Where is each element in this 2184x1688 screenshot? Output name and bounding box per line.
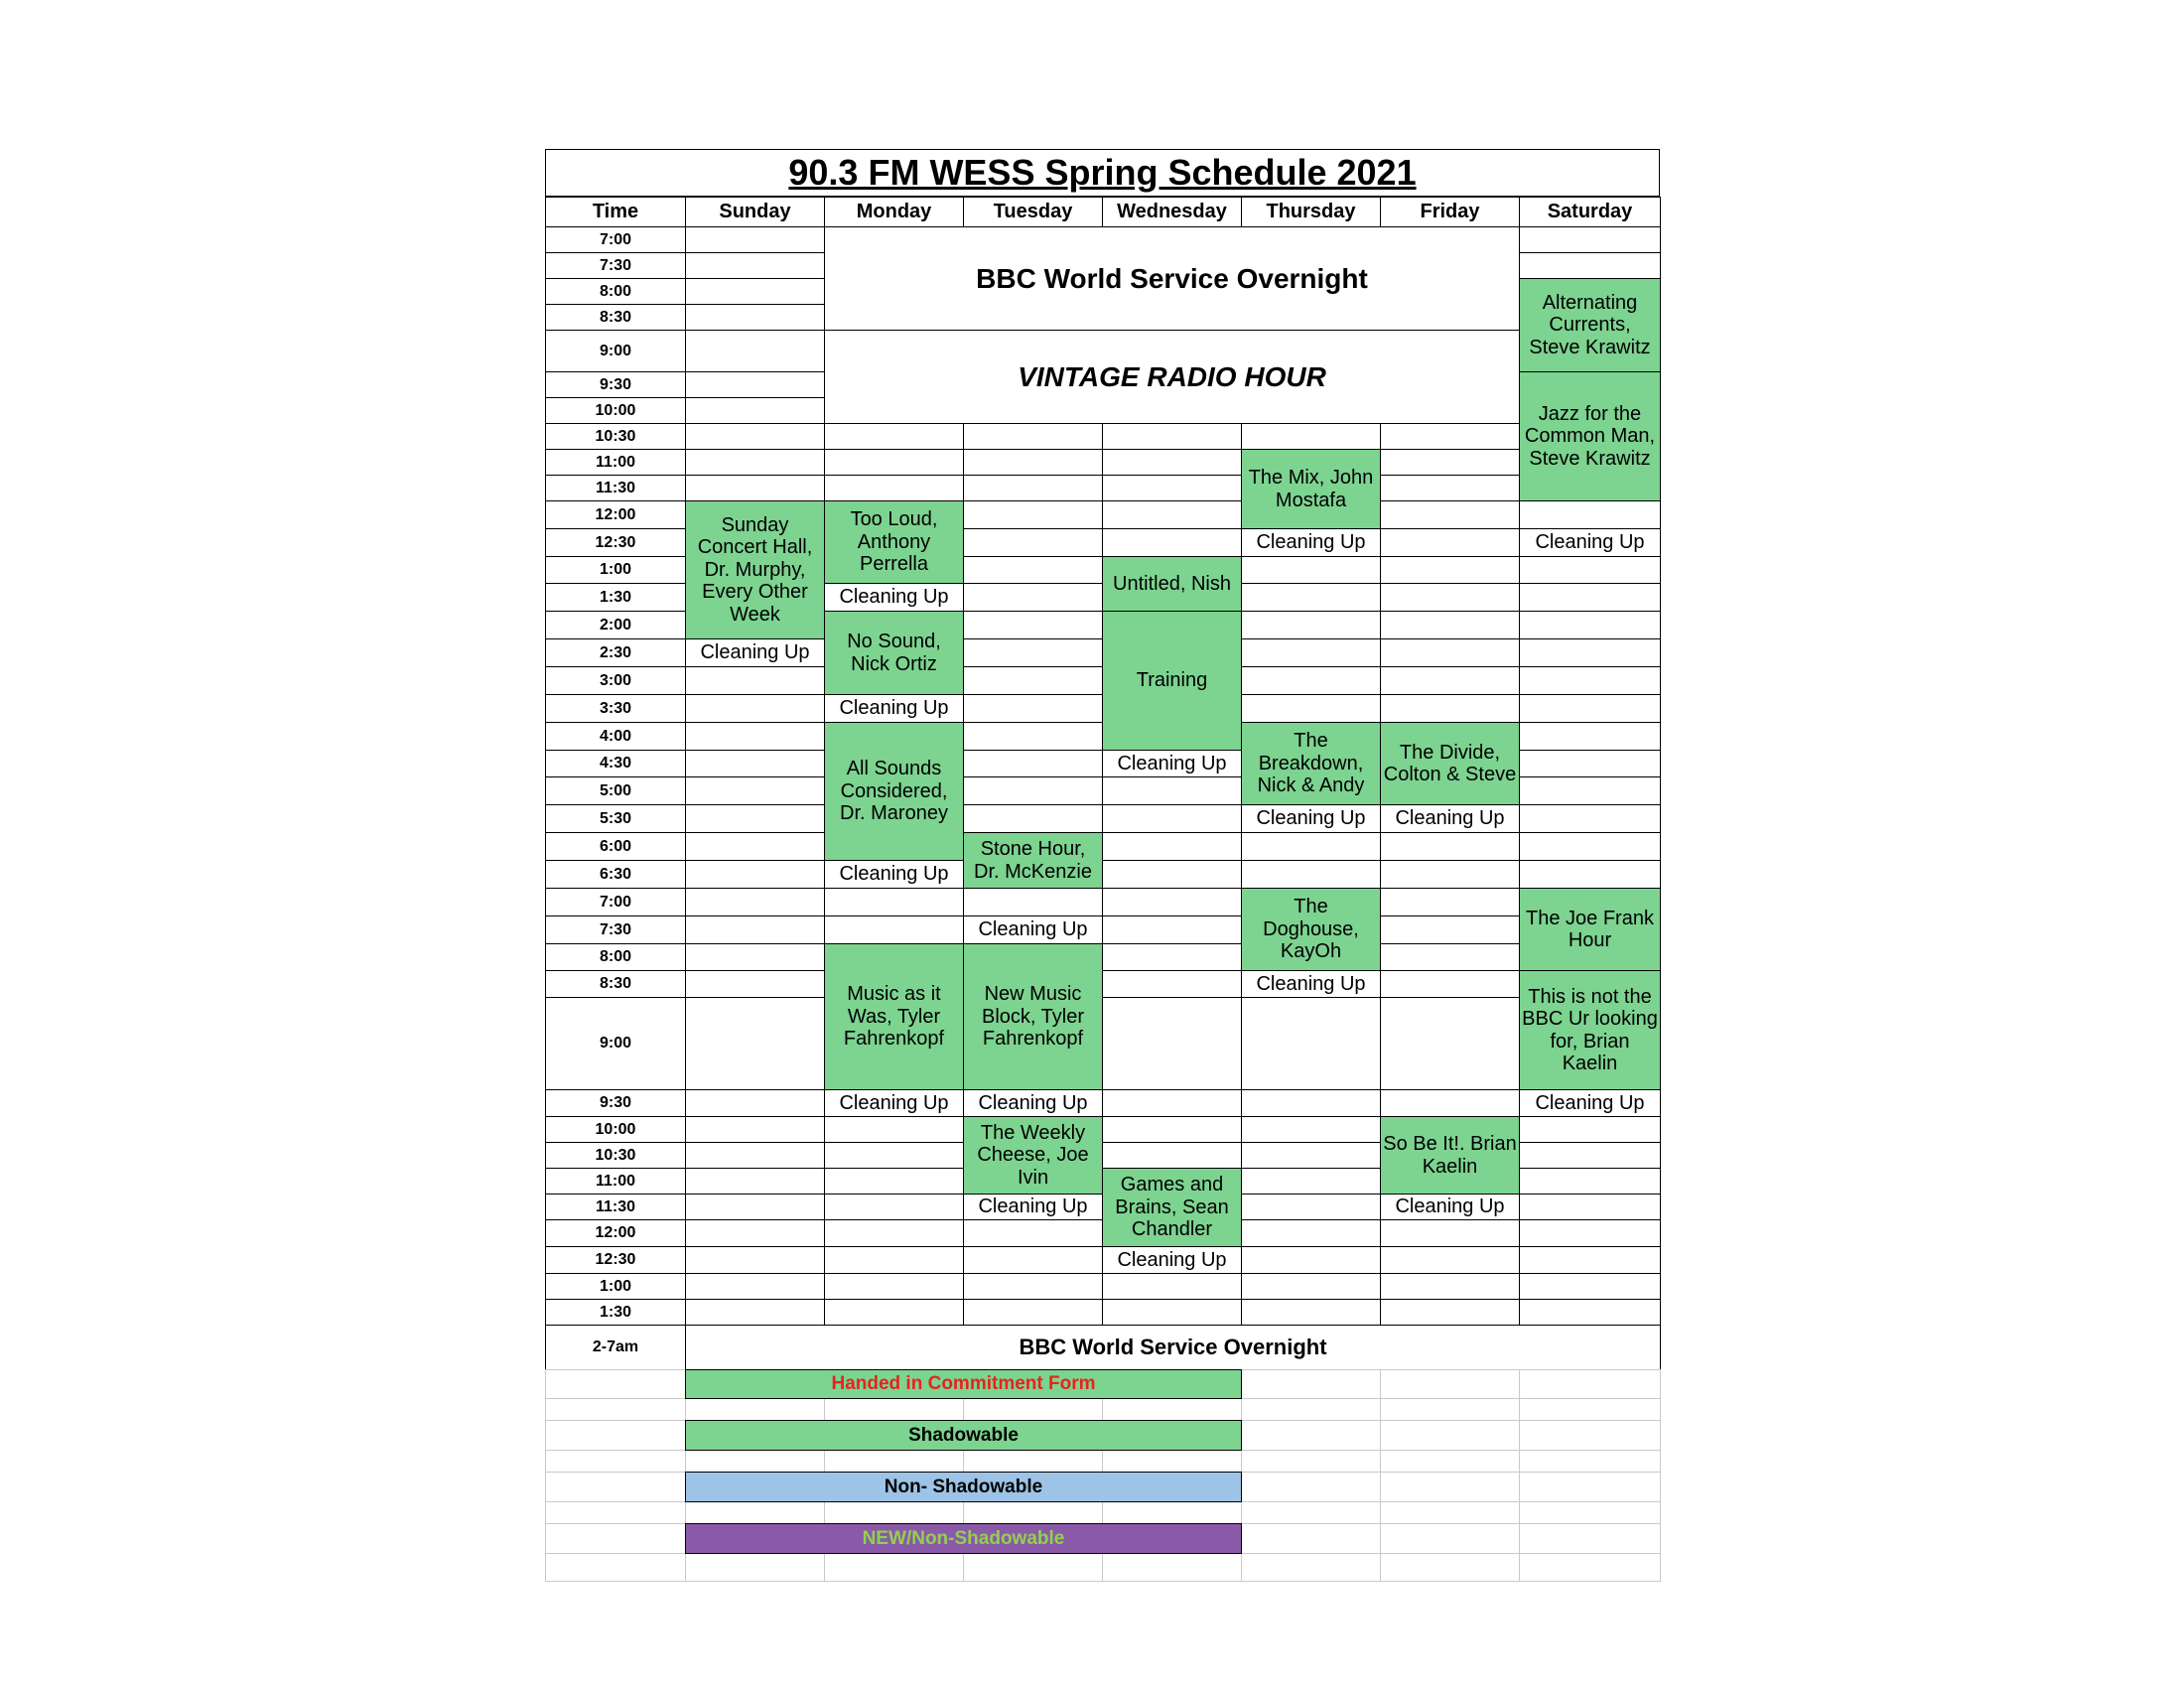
- empty-slot: [1241, 1116, 1381, 1143]
- grid-cell: [1380, 1523, 1520, 1554]
- cleaning-up-cell: Cleaning Up: [1380, 804, 1520, 833]
- empty-slot: [1380, 832, 1520, 861]
- empty-slot: [1519, 252, 1661, 279]
- empty-slot: [1102, 888, 1242, 916]
- grid-cell: [963, 1450, 1103, 1473]
- empty-slot: [1519, 694, 1661, 723]
- empty-slot: [1519, 1168, 1661, 1195]
- grid-cell: [545, 1553, 686, 1582]
- empty-slot: [1519, 556, 1661, 584]
- header-sunday: Sunday: [685, 197, 825, 227]
- empty-slot: [1519, 776, 1661, 805]
- empty-slot: [1102, 943, 1242, 971]
- empty-slot: [1102, 915, 1242, 944]
- empty-slot: [1380, 583, 1520, 612]
- empty-slot: [685, 970, 825, 998]
- empty-slot: [1241, 997, 1381, 1090]
- empty-slot: [1102, 1089, 1242, 1117]
- empty-slot: [685, 1089, 825, 1117]
- grid-cell: [1102, 1553, 1242, 1582]
- empty-slot: [1241, 832, 1381, 861]
- empty-slot: [685, 423, 825, 450]
- empty-slot: [1102, 1299, 1242, 1326]
- empty-slot: [1519, 860, 1661, 889]
- grid-cell: [1241, 1501, 1381, 1524]
- show-block: New Music Block, Tyler Fahrenkopf: [963, 943, 1103, 1090]
- empty-slot: [1241, 1273, 1381, 1300]
- empty-slot: [685, 449, 825, 476]
- empty-slot: [963, 423, 1103, 450]
- cleaning-up-cell: Cleaning Up: [963, 915, 1103, 944]
- empty-slot: [1380, 997, 1520, 1090]
- show-block: The Joe Frank Hour: [1519, 888, 1661, 971]
- empty-slot: [685, 1142, 825, 1169]
- empty-slot: [685, 832, 825, 861]
- empty-slot: [685, 804, 825, 833]
- empty-slot: [1519, 583, 1661, 612]
- grid-cell: [963, 1553, 1103, 1582]
- empty-slot: [1519, 666, 1661, 695]
- empty-slot: [963, 583, 1103, 612]
- empty-slot: [685, 776, 825, 805]
- grid-cell: [1241, 1398, 1381, 1421]
- time-cell: 4:30: [545, 750, 686, 777]
- time-cell: 2-7am: [545, 1325, 686, 1370]
- show-block: The Doghouse, KayOh: [1241, 888, 1381, 971]
- empty-slot: [1102, 832, 1242, 861]
- show-block: Alternating Currents, Steve Krawitz: [1519, 278, 1661, 372]
- cleaning-up-cell: Cleaning Up: [1241, 528, 1381, 557]
- show-block: Untitled, Nish: [1102, 556, 1242, 612]
- empty-slot: [685, 397, 825, 424]
- time-cell: 10:00: [545, 1116, 686, 1143]
- empty-slot: [824, 475, 964, 501]
- empty-slot: [685, 997, 825, 1090]
- time-cell: 9:00: [545, 330, 686, 372]
- grid-cell: [1519, 1398, 1661, 1421]
- empty-slot: [1102, 1116, 1242, 1143]
- bbc-overnight-block: BBC World Service Overnight: [824, 226, 1520, 331]
- empty-slot: [1241, 611, 1381, 639]
- empty-slot: [1519, 1116, 1661, 1143]
- time-cell: 12:00: [545, 1219, 686, 1247]
- show-block: Stone Hour, Dr. McKenzie: [963, 832, 1103, 889]
- empty-slot: [1380, 970, 1520, 998]
- show-block: Training: [1102, 611, 1242, 751]
- grid-cell: [963, 1501, 1103, 1524]
- time-cell: 9:00: [545, 997, 686, 1090]
- legend-3: Non- Shadowable: [685, 1472, 1242, 1502]
- grid-cell: [1380, 1501, 1520, 1524]
- grid-cell: [1519, 1501, 1661, 1524]
- empty-slot: [1102, 500, 1242, 529]
- time-cell: 5:00: [545, 776, 686, 805]
- time-cell: 10:30: [545, 423, 686, 450]
- time-cell: 6:30: [545, 860, 686, 889]
- empty-slot: [685, 750, 825, 777]
- empty-slot: [963, 475, 1103, 501]
- empty-slot: [963, 694, 1103, 723]
- empty-slot: [1380, 666, 1520, 695]
- empty-slot: [1102, 423, 1242, 450]
- show-block: The Mix, John Mostafa: [1241, 449, 1381, 529]
- time-cell: 3:30: [545, 694, 686, 723]
- header-monday: Monday: [824, 197, 964, 227]
- time-cell: 7:00: [545, 888, 686, 916]
- cleaning-up-cell: Cleaning Up: [1519, 1089, 1661, 1117]
- time-cell: 12:30: [545, 1246, 686, 1274]
- empty-slot: [685, 226, 825, 253]
- grid-cell: [1380, 1398, 1520, 1421]
- empty-slot: [1519, 1273, 1661, 1300]
- empty-slot: [1241, 1194, 1381, 1220]
- empty-slot: [1102, 528, 1242, 557]
- empty-slot: [685, 860, 825, 889]
- empty-slot: [1102, 449, 1242, 476]
- empty-slot: [963, 776, 1103, 805]
- grid-cell: [545, 1450, 686, 1473]
- empty-slot: [824, 449, 964, 476]
- time-cell: 9:30: [545, 1089, 686, 1117]
- empty-slot: [1519, 226, 1661, 253]
- empty-slot: [1380, 694, 1520, 723]
- grid-cell: [1519, 1369, 1661, 1399]
- empty-slot: [963, 638, 1103, 667]
- legend-2: Shadowable: [685, 1420, 1242, 1451]
- empty-slot: [824, 423, 964, 450]
- empty-slot: [1380, 423, 1520, 450]
- legend-1: Handed in Commitment Form: [685, 1369, 1242, 1399]
- time-cell: 8:30: [545, 304, 686, 331]
- empty-slot: [824, 1299, 964, 1326]
- time-cell: 4:00: [545, 722, 686, 751]
- time-cell: 11:30: [545, 1194, 686, 1220]
- time-cell: 2:00: [545, 611, 686, 639]
- cleaning-up-cell: Cleaning Up: [1519, 528, 1661, 557]
- empty-slot: [824, 1219, 964, 1247]
- empty-slot: [963, 449, 1103, 476]
- empty-slot: [963, 666, 1103, 695]
- empty-slot: [824, 1246, 964, 1274]
- empty-slot: [685, 330, 825, 372]
- grid-cell: [1241, 1369, 1381, 1399]
- empty-slot: [1241, 583, 1381, 612]
- grid-cell: [1380, 1472, 1520, 1502]
- empty-slot: [963, 1273, 1103, 1300]
- empty-slot: [824, 915, 964, 944]
- cleaning-up-cell: Cleaning Up: [824, 583, 964, 612]
- cleaning-up-cell: Cleaning Up: [963, 1089, 1103, 1117]
- empty-slot: [963, 556, 1103, 584]
- empty-slot: [1241, 1142, 1381, 1169]
- grid-cell: [685, 1450, 825, 1473]
- empty-slot: [824, 1273, 964, 1300]
- header-thursday: Thursday: [1241, 197, 1381, 227]
- vintage-radio-hour-block: VINTAGE RADIO HOUR: [824, 330, 1520, 424]
- header-time: Time: [545, 197, 686, 227]
- empty-slot: [1241, 423, 1381, 450]
- empty-slot: [1380, 556, 1520, 584]
- cleaning-up-cell: Cleaning Up: [1102, 1246, 1242, 1274]
- grid-cell: [824, 1450, 964, 1473]
- time-cell: 6:00: [545, 832, 686, 861]
- time-cell: 1:30: [545, 1299, 686, 1326]
- empty-slot: [1241, 694, 1381, 723]
- empty-slot: [1102, 997, 1242, 1090]
- empty-slot: [1102, 970, 1242, 998]
- show-block: Music as it Was, Tyler Fahrenkopf: [824, 943, 964, 1090]
- cleaning-up-cell: Cleaning Up: [824, 860, 964, 889]
- show-block: The Weekly Cheese, Joe Ivin: [963, 1116, 1103, 1195]
- show-block: The Breakdown, Nick & Andy: [1241, 722, 1381, 805]
- grid-cell: [545, 1398, 686, 1421]
- empty-slot: [1380, 1273, 1520, 1300]
- empty-slot: [1241, 1219, 1381, 1247]
- empty-slot: [963, 528, 1103, 557]
- grid-cell: [685, 1398, 825, 1421]
- grid-cell: [685, 1501, 825, 1524]
- empty-slot: [1241, 1246, 1381, 1274]
- cleaning-up-cell: Cleaning Up: [685, 638, 825, 667]
- grid-cell: [545, 1523, 686, 1554]
- empty-slot: [824, 1168, 964, 1195]
- empty-slot: [963, 1219, 1103, 1247]
- show-block: So Be It!. Brian Kaelin: [1380, 1116, 1520, 1195]
- time-cell: 1:30: [545, 583, 686, 612]
- empty-slot: [1519, 638, 1661, 667]
- empty-slot: [685, 888, 825, 916]
- empty-slot: [963, 1246, 1103, 1274]
- show-block: Games and Brains, Sean Chandler: [1102, 1168, 1242, 1247]
- empty-slot: [685, 252, 825, 279]
- grid-cell: [1102, 1501, 1242, 1524]
- grid-cell: [824, 1398, 964, 1421]
- grid-cell: [545, 1501, 686, 1524]
- empty-slot: [1519, 611, 1661, 639]
- show-block: Too Loud, Anthony Perrella: [824, 500, 964, 584]
- empty-slot: [1241, 1089, 1381, 1117]
- bbc-overnight-row: BBC World Service Overnight: [685, 1325, 1661, 1370]
- grid-cell: [1380, 1369, 1520, 1399]
- header-friday: Friday: [1380, 197, 1520, 227]
- time-cell: 10:00: [545, 397, 686, 424]
- grid-cell: [1241, 1553, 1381, 1582]
- empty-slot: [963, 750, 1103, 777]
- empty-slot: [963, 888, 1103, 916]
- empty-slot: [1241, 556, 1381, 584]
- empty-slot: [685, 1246, 825, 1274]
- empty-slot: [685, 915, 825, 944]
- empty-slot: [685, 1116, 825, 1143]
- empty-slot: [963, 611, 1103, 639]
- empty-slot: [685, 722, 825, 751]
- time-cell: 2:30: [545, 638, 686, 667]
- time-cell: 9:30: [545, 371, 686, 398]
- empty-slot: [1519, 832, 1661, 861]
- empty-slot: [1380, 1246, 1520, 1274]
- grid-cell: [1241, 1523, 1381, 1554]
- empty-slot: [1241, 638, 1381, 667]
- empty-slot: [685, 1219, 825, 1247]
- show-block: All Sounds Considered, Dr. Maroney: [824, 722, 964, 861]
- time-cell: 11:00: [545, 1168, 686, 1195]
- grid-cell: [1519, 1420, 1661, 1451]
- empty-slot: [963, 722, 1103, 751]
- header-tuesday: Tuesday: [963, 197, 1103, 227]
- empty-slot: [1380, 475, 1520, 501]
- time-cell: 11:30: [545, 475, 686, 501]
- empty-slot: [1519, 1246, 1661, 1274]
- empty-slot: [1102, 475, 1242, 501]
- empty-slot: [1519, 1299, 1661, 1326]
- grid-cell: [685, 1553, 825, 1582]
- empty-slot: [685, 475, 825, 501]
- header-saturday: Saturday: [1519, 197, 1661, 227]
- time-cell: 11:00: [545, 449, 686, 476]
- empty-slot: [1380, 449, 1520, 476]
- grid-cell: [1241, 1420, 1381, 1451]
- grid-cell: [1380, 1420, 1520, 1451]
- empty-slot: [1380, 888, 1520, 916]
- time-cell: 8:00: [545, 943, 686, 971]
- empty-slot: [1102, 1142, 1242, 1169]
- empty-slot: [1241, 666, 1381, 695]
- empty-slot: [824, 1194, 964, 1220]
- page-title: 90.3 FM WESS Spring Schedule 2021: [788, 151, 1417, 193]
- empty-slot: [685, 371, 825, 398]
- empty-slot: [1241, 1168, 1381, 1195]
- empty-slot: [1519, 722, 1661, 751]
- empty-slot: [1380, 943, 1520, 971]
- empty-slot: [1241, 1299, 1381, 1326]
- time-cell: 3:00: [545, 666, 686, 695]
- empty-slot: [685, 1194, 825, 1220]
- empty-slot: [685, 278, 825, 305]
- grid-cell: [545, 1472, 686, 1502]
- empty-slot: [1380, 1089, 1520, 1117]
- grid-cell: [545, 1420, 686, 1451]
- grid-cell: [1519, 1472, 1661, 1502]
- empty-slot: [685, 304, 825, 331]
- empty-slot: [963, 500, 1103, 529]
- empty-slot: [1519, 750, 1661, 777]
- empty-slot: [824, 1116, 964, 1143]
- empty-slot: [685, 943, 825, 971]
- empty-slot: [1380, 528, 1520, 557]
- grid-cell: [1380, 1553, 1520, 1582]
- empty-slot: [685, 694, 825, 723]
- show-block: No Sound, Nick Ortiz: [824, 611, 964, 695]
- cleaning-up-cell: Cleaning Up: [1380, 1194, 1520, 1220]
- cleaning-up-cell: Cleaning Up: [963, 1194, 1103, 1220]
- empty-slot: [1380, 611, 1520, 639]
- empty-slot: [1102, 860, 1242, 889]
- time-cell: 7:30: [545, 252, 686, 279]
- cleaning-up-cell: Cleaning Up: [824, 1089, 964, 1117]
- empty-slot: [685, 1168, 825, 1195]
- grid-cell: [963, 1398, 1103, 1421]
- header-wednesday: Wednesday: [1102, 197, 1242, 227]
- empty-slot: [963, 804, 1103, 833]
- time-cell: 1:00: [545, 1273, 686, 1300]
- cleaning-up-cell: Cleaning Up: [1241, 804, 1381, 833]
- time-cell: 12:30: [545, 528, 686, 557]
- empty-slot: [824, 888, 964, 916]
- cleaning-up-cell: Cleaning Up: [1102, 750, 1242, 777]
- show-block: Sunday Concert Hall, Dr. Murphy, Every Other Week: [685, 500, 825, 639]
- time-cell: 8:30: [545, 970, 686, 998]
- empty-slot: [1380, 1299, 1520, 1326]
- time-cell: 8:00: [545, 278, 686, 305]
- grid-cell: [1380, 1450, 1520, 1473]
- time-cell: 10:30: [545, 1142, 686, 1169]
- empty-slot: [1519, 1194, 1661, 1220]
- empty-slot: [1380, 500, 1520, 529]
- empty-slot: [1380, 638, 1520, 667]
- time-cell: 1:00: [545, 556, 686, 584]
- legend-4: NEW/Non-Shadowable: [685, 1523, 1242, 1554]
- empty-slot: [1102, 1273, 1242, 1300]
- empty-slot: [685, 1299, 825, 1326]
- grid-cell: [1519, 1523, 1661, 1554]
- grid-cell: [545, 1369, 686, 1399]
- empty-slot: [1102, 776, 1242, 805]
- empty-slot: [685, 1273, 825, 1300]
- empty-slot: [1519, 1142, 1661, 1169]
- time-cell: 7:00: [545, 226, 686, 253]
- empty-slot: [1519, 500, 1661, 529]
- empty-slot: [685, 666, 825, 695]
- show-block: Jazz for the Common Man, Steve Krawitz: [1519, 371, 1661, 501]
- time-cell: 7:30: [545, 915, 686, 944]
- empty-slot: [824, 1142, 964, 1169]
- grid-cell: [1102, 1398, 1242, 1421]
- grid-cell: [1519, 1553, 1661, 1582]
- grid-cell: [1241, 1450, 1381, 1473]
- title-cell: [545, 149, 1660, 197]
- empty-slot: [1380, 1219, 1520, 1247]
- empty-slot: [1102, 804, 1242, 833]
- grid-cell: [824, 1553, 964, 1582]
- empty-slot: [1519, 1219, 1661, 1247]
- grid-cell: [1519, 1450, 1661, 1473]
- grid-cell: [1241, 1472, 1381, 1502]
- empty-slot: [963, 1299, 1103, 1326]
- empty-slot: [1380, 860, 1520, 889]
- cleaning-up-cell: Cleaning Up: [1241, 970, 1381, 998]
- time-cell: 5:30: [545, 804, 686, 833]
- empty-slot: [1380, 915, 1520, 944]
- grid-cell: [824, 1501, 964, 1524]
- empty-slot: [1241, 860, 1381, 889]
- show-block: This is not the BBC Ur looking for, Brian Kaelin: [1519, 970, 1661, 1090]
- empty-slot: [1519, 804, 1661, 833]
- grid-cell: [1102, 1450, 1242, 1473]
- cleaning-up-cell: Cleaning Up: [824, 694, 964, 723]
- time-cell: 12:00: [545, 500, 686, 529]
- show-block: The Divide, Colton & Steve: [1380, 722, 1520, 805]
